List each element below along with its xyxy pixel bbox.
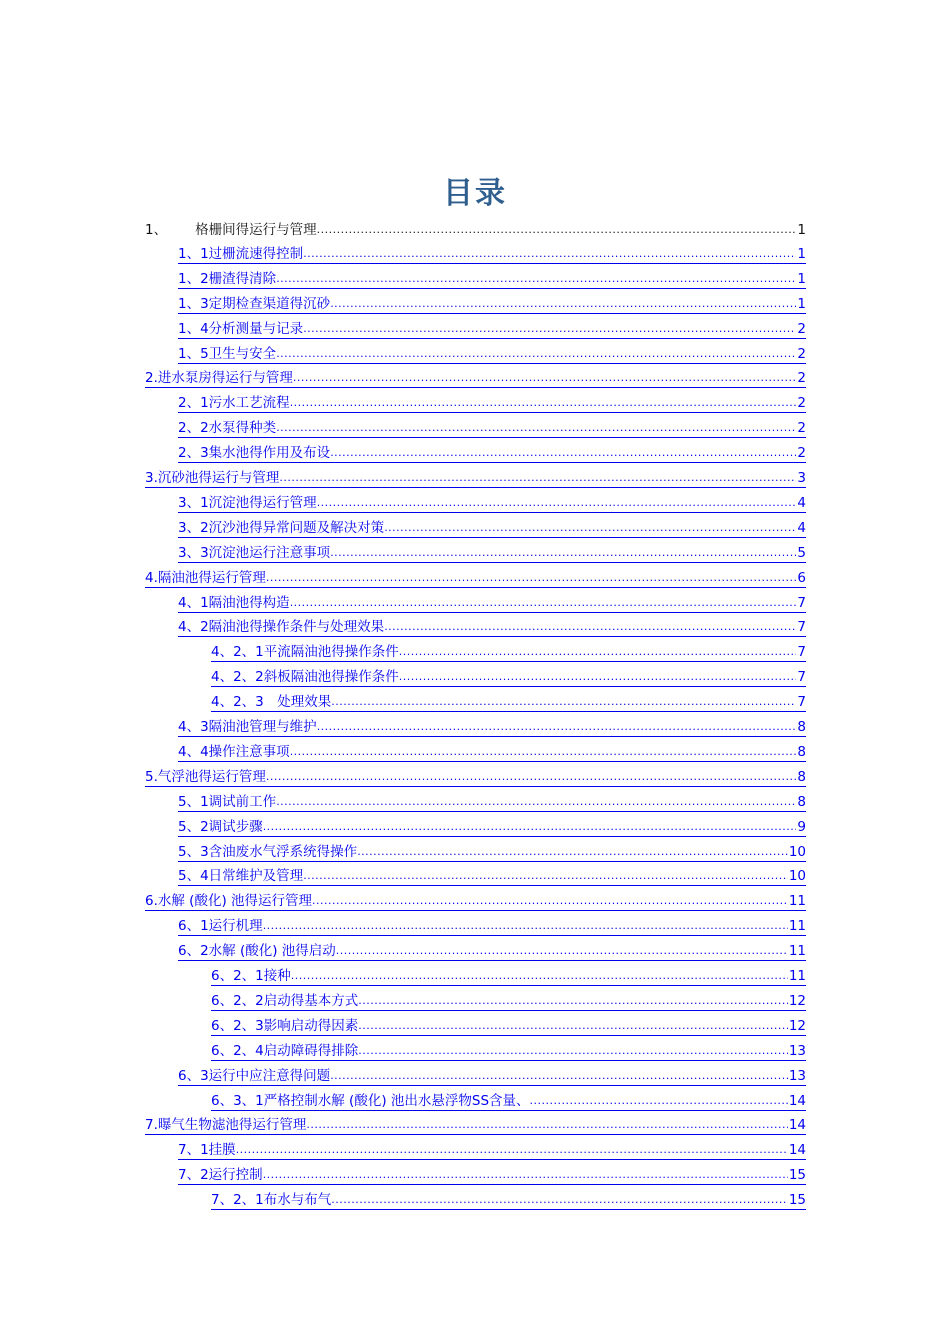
toc-dot-leader — [530, 1092, 788, 1111]
toc-dot-leader — [331, 693, 796, 712]
toc-page-number: 1 — [797, 222, 806, 238]
toc-page-number: 8 — [797, 743, 806, 760]
toc-entry[interactable] — [178, 715, 806, 737]
toc-entry[interactable] — [178, 615, 806, 637]
toc-page-number: 7 — [797, 669, 806, 686]
toc-entry-label: 5、2调试步骤 — [178, 818, 263, 835]
toc-dot-leader — [330, 1067, 788, 1086]
toc-dot-leader — [276, 793, 796, 812]
toc-entry[interactable] — [211, 1188, 806, 1210]
toc-entry[interactable] — [211, 964, 806, 986]
toc-entry-label: 1、4分析测量与记录 — [178, 320, 304, 337]
toc-entry-label: 4.隔油池得运行管理 — [145, 569, 266, 586]
toc-entry[interactable] — [178, 815, 806, 837]
toc-page-number: 7 — [797, 694, 806, 711]
toc-dot-leader — [399, 643, 797, 662]
toc-dot-leader — [330, 295, 796, 314]
toc-page-number: 12 — [788, 1017, 806, 1034]
toc-dot-leader — [290, 394, 797, 413]
toc-page-number: 11 — [788, 893, 806, 910]
toc-dot-leader — [317, 494, 797, 513]
toc-page-number: 8 — [797, 768, 806, 785]
toc-entry-label: 1、5卫生与安全 — [178, 345, 277, 362]
toc-entry[interactable] — [178, 1138, 806, 1160]
toc-entry[interactable] — [178, 1163, 806, 1185]
toc-page-number: 11 — [788, 968, 806, 984]
toc-title: 目录 — [443, 176, 507, 211]
toc-entry[interactable] — [178, 416, 806, 438]
toc-dot-leader — [263, 818, 797, 837]
toc-page-number: 10 — [788, 868, 806, 885]
toc-page-number: 9 — [797, 818, 806, 835]
toc-page-number: 8 — [797, 793, 806, 810]
toc-dot-leader — [384, 618, 796, 637]
toc-entry[interactable] — [178, 242, 806, 264]
toc-dot-leader — [290, 743, 797, 762]
toc-dot-leader — [336, 942, 788, 961]
toc-dot-leader — [330, 444, 796, 463]
toc-entry-label: 4、2、2斜板隔油池得操作条件 — [211, 669, 399, 686]
toc-entry[interactable] — [178, 1064, 806, 1086]
toc-page-number: 12 — [788, 992, 806, 1009]
toc-entry-label: 6、2、2启动得基本方式 — [211, 992, 359, 1009]
toc-dot-leader — [330, 544, 796, 563]
toc-dot-leader — [384, 519, 796, 538]
toc-entry[interactable] — [211, 690, 806, 712]
toc-entry-label: 7、2运行控制 — [178, 1167, 263, 1184]
toc-entry[interactable] — [211, 1039, 806, 1061]
toc-entry-label: 5、3含油废水气浮系统得操作 — [178, 843, 358, 860]
toc-dot-leader — [236, 1141, 788, 1160]
toc-entry-label: 6、2水解 (酸化) 池得启动 — [178, 943, 336, 960]
toc-entry[interactable] — [145, 566, 806, 588]
toc-page-number: 2 — [797, 445, 806, 462]
toc-entry[interactable] — [178, 491, 806, 513]
toc-dot-leader — [293, 369, 797, 388]
toc-page-number: 13 — [788, 1042, 806, 1059]
toc-page-number: 13 — [788, 1067, 806, 1084]
toc-entry[interactable] — [211, 640, 806, 662]
toc-page-number: 10 — [788, 843, 806, 860]
toc-entry-label: 4、3隔油池管理与维护 — [178, 719, 317, 735]
toc-entry[interactable] — [211, 1014, 806, 1036]
toc-page-number: 7 — [797, 594, 806, 611]
toc-dot-leader — [263, 1166, 788, 1185]
toc-page-number: 1 — [797, 295, 806, 312]
toc-dot-leader — [357, 843, 788, 862]
toc-entry-label: 4、2、1平流隔油池得操作条件 — [211, 644, 399, 661]
toc-entry-label: 4、2、3 处理效果 — [211, 694, 332, 711]
toc-entry-label: 3、3沉淀池运行注意事项 — [178, 544, 331, 561]
toc-dot-leader — [312, 892, 788, 911]
toc-entry-label: 6、2、3影响启动得因素 — [211, 1017, 359, 1034]
toc-entry[interactable] — [178, 541, 806, 563]
toc-page-number: 1 — [797, 245, 806, 262]
toc-page-number: 7 — [797, 619, 806, 636]
toc-entry[interactable] — [178, 914, 806, 936]
toc-dot-leader — [276, 419, 796, 438]
toc-page-number: 2 — [797, 370, 806, 387]
toc-page-number: 14 — [788, 1142, 806, 1159]
toc-page-number: 3 — [797, 470, 806, 486]
toc-entry-label: 2、2水泵得种类 — [178, 420, 277, 437]
toc-entry-label: 4、4操作注意事项 — [178, 743, 290, 760]
toc-entry[interactable] — [178, 591, 806, 613]
toc-entry-label: 1、3定期检查渠道得沉砂 — [178, 295, 331, 312]
toc-dot-leader — [303, 320, 796, 339]
toc-entry[interactable] — [211, 1089, 806, 1111]
toc-entry-label: 5、1调试前工作 — [178, 793, 277, 810]
toc-entry-label: 4、2隔油池得操作条件与处理效果 — [178, 619, 385, 636]
toc-entry-label: 6、2、4启动障碍得排除 — [211, 1042, 359, 1059]
toc-entry-label: 5、4日常维护及管理 — [178, 868, 304, 885]
toc-page-number: 2 — [797, 320, 806, 337]
toc-dot-leader — [358, 1042, 788, 1061]
toc-dot-leader — [279, 469, 796, 488]
toc-entry[interactable] — [178, 441, 806, 463]
toc-entry-label: 6、2、1接种 — [211, 968, 291, 984]
toc-entry-label: 7、1挂膜 — [178, 1142, 236, 1159]
toc-entry-label: 3、1沉淀池得运行管理 — [178, 494, 317, 511]
toc-entry-label: 3.沉砂池得运行与管理 — [145, 470, 280, 486]
toc-entry[interactable] — [211, 989, 806, 1011]
toc-entry-label: 6、1运行机理 — [178, 918, 263, 935]
toc-dot-leader — [331, 1191, 788, 1210]
toc-entry[interactable] — [211, 665, 806, 687]
toc-entry[interactable] — [178, 864, 806, 886]
toc-page-number: 2 — [797, 395, 806, 412]
toc-entry[interactable] — [145, 366, 806, 388]
toc-page-number: 4 — [797, 494, 806, 511]
toc-dot-leader — [317, 718, 797, 737]
toc-page-number: 15 — [788, 1167, 806, 1184]
toc-page-number: 2 — [797, 420, 806, 437]
toc-dot-leader — [290, 594, 797, 613]
toc-entry-label: 6、3运行中应注意得问题 — [178, 1067, 331, 1084]
toc-entry-label: 7、2、1布水与布气 — [211, 1192, 332, 1209]
toc-dot-leader — [266, 569, 797, 588]
toc-entry[interactable] — [178, 391, 806, 413]
toc-entry[interactable] — [178, 342, 806, 364]
toc-dot-leader — [303, 867, 788, 886]
toc-page-number: 4 — [797, 519, 806, 536]
toc-dot-leader — [303, 245, 796, 264]
toc-entry[interactable] — [178, 292, 806, 314]
toc-entry[interactable] — [145, 466, 806, 488]
toc-dot-leader — [276, 345, 796, 364]
toc-entry-label: 6.水解 (酸化) 池得运行管理 — [145, 893, 312, 910]
toc-page-number: 6 — [797, 569, 806, 586]
toc-page-number: 15 — [788, 1192, 806, 1209]
toc-entry — [145, 217, 806, 239]
toc-entry-label: 2、1污水工艺流程 — [178, 395, 290, 412]
toc-dot-leader — [306, 1116, 787, 1135]
toc-page-number: 8 — [797, 719, 806, 735]
toc-entry-label: 7.曝气生物滤池得运行管理 — [145, 1117, 307, 1134]
toc-dot-leader — [358, 992, 788, 1011]
toc-entry-label: 5.气浮池得运行管理 — [145, 768, 266, 785]
toc-entry[interactable] — [178, 317, 806, 339]
toc-entry[interactable] — [178, 939, 806, 961]
toc-entry-label: 2.进水泵房得运行与管理 — [145, 370, 293, 387]
toc-page-number: 11 — [788, 943, 806, 960]
toc-dot-leader — [317, 221, 797, 239]
toc-entry-label: 4、1隔油池得构造 — [178, 594, 290, 611]
toc-entry-label: 1、 格栅间得运行与管理 — [145, 222, 317, 238]
toc-dot-leader — [358, 1017, 788, 1036]
toc-entry-label: 1、2栅渣得清除 — [178, 270, 277, 287]
toc-dot-leader — [399, 668, 797, 687]
toc-dot-leader — [266, 768, 797, 787]
toc-entry[interactable] — [178, 267, 806, 289]
toc-entry-label: 1、1过栅流速得控制 — [178, 245, 304, 262]
toc-entry[interactable] — [178, 790, 806, 812]
toc-dot-leader — [276, 270, 796, 289]
toc-entry-label: 2、3集水池得作用及布设 — [178, 445, 331, 462]
toc-entry[interactable] — [145, 765, 806, 787]
toc-entry[interactable] — [178, 840, 806, 862]
toc-dot-leader — [291, 967, 788, 986]
toc-page-number: 7 — [797, 644, 806, 661]
toc-entry-label: 3、2沉沙池得异常问题及解决对策 — [178, 519, 385, 536]
toc-page-number: 2 — [797, 345, 806, 362]
toc-entry[interactable] — [145, 1113, 806, 1135]
toc-entry[interactable] — [178, 516, 806, 538]
toc-page-number: 5 — [797, 544, 806, 561]
toc-entry-label: 6、3、1严格控制水解 (酸化) 池出水悬浮物SS含量、 — [211, 1092, 530, 1109]
toc-page-number: 11 — [788, 918, 806, 935]
toc-page-number: 1 — [797, 270, 806, 287]
toc-entry[interactable] — [178, 740, 806, 762]
toc-page-number: 14 — [788, 1117, 806, 1134]
toc-entry[interactable] — [145, 889, 806, 911]
toc-page-number: 14 — [788, 1092, 806, 1109]
toc-dot-leader — [263, 917, 788, 936]
